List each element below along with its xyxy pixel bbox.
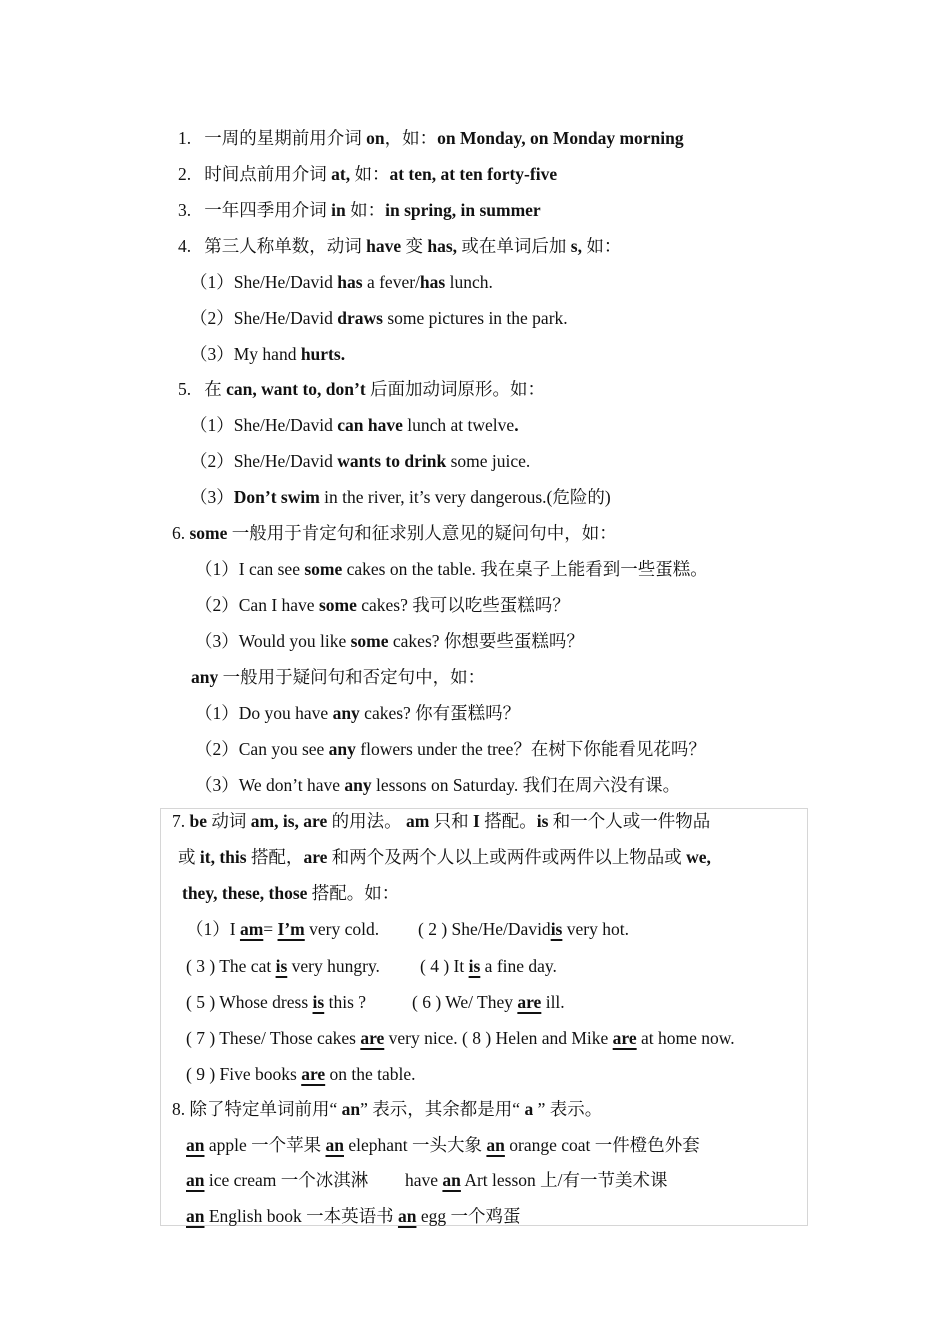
boxed-section [160, 808, 808, 1226]
rule-6-example-1: （1）I can see some cakes on the table. 我在桌子上能看到一些蛋糕。 [195, 559, 708, 579]
rule-7-line-1: 7. be 动词 am, is, are 的用法。 am 只和 I 搭配。is 和一个人或一件物品 [172, 811, 711, 831]
rule-7-line-3: they, these, those 搭配。如： [182, 883, 400, 903]
rule-4-example-3: （3）My hand hurts. [190, 344, 346, 364]
rule-3: 3. 一年四季用介词 in 如：in spring, in summer [178, 200, 541, 220]
rule-8-row-2b: have an Art lesson 上/有一节美术课 [405, 1170, 668, 1190]
rule-7-line-2: 或 it, this 搭配，are 和两个及两个人以上或两件或两件以上物品或 we, [178, 847, 711, 867]
rule-7-row-4: ( 7 ) These/ Those cakes are very nice. ( 8 ) Helen and Mike are at home now. [186, 1028, 735, 1048]
rule-5-example-1: （1）She/He/David can have lunch at twelve. [190, 415, 519, 435]
rule-4: 4. 第三人称单数，动词 have 变 has, 或在单词后加 s, 如： [178, 236, 622, 256]
rule-8-row-3: an English book 一本英语书 an egg 一个鸡蛋 [186, 1206, 521, 1226]
rule-8: 8. 除了特定单词前用“ an” 表示，其余都是用“ a ” 表示。 [172, 1099, 603, 1119]
rule-7-row-1: （1）I am= I’m very cold. [186, 919, 380, 939]
rule-7-row-5: ( 9 ) Five books are on the table. [186, 1064, 416, 1084]
rule-7-row-1b: ( 2 ) She/He/Davidis very hot. [418, 919, 629, 939]
rule-6-example-2: （2）Can I have some cakes? 我可以吃些蛋糕吗？ [195, 595, 570, 615]
rule-8-row-1: an apple 一个苹果 an elephant 一头大象 an orange coat 一件橙色外套 [186, 1135, 700, 1155]
rule-7-row-2: ( 3 ) The cat is very hungry. [186, 956, 380, 976]
rule-6-any: any 一般用于疑问句和否定句中，如： [191, 667, 486, 687]
rule-8-row-2: an ice cream 一个冰淇淋 [186, 1170, 369, 1190]
rule-7-row-3: ( 5 ) Whose dress is this ? [186, 992, 367, 1012]
rule-5-example-3: （3）Don’t swim in the river, it’s very dangerous.(危险的) [190, 487, 611, 507]
rule-5: 5. 在 can, want to, don’t 后面加动词原形。如： [178, 379, 546, 399]
rule-2: 2. 时间点前用介词 at, 如：at ten, at ten forty-five [178, 164, 558, 184]
rule-4-example-1: （1）She/He/David has a fever/has lunch. [190, 272, 493, 292]
rule-1: 1. 一周的星期前用介词 on，如：on Monday, on Monday morning [178, 128, 684, 148]
rule-7-row-2b: ( 4 ) It is a fine day. [420, 956, 557, 976]
rule-6-example-6: （3）We don’t have any lessons on Saturday. 我们在周六没有课。 [195, 775, 681, 795]
rule-6: 6. some 一般用于肯定句和征求别人意见的疑问句中，如： [172, 523, 617, 543]
rule-4-example-2: （2）She/He/David draws some pictures in the park. [190, 308, 568, 328]
rule-7-row-3b: ( 6 ) We/ They are ill. [412, 992, 565, 1012]
rule-6-example-3: （3）Would you like some cakes? 你想要些蛋糕吗？ [195, 631, 584, 651]
rule-5-example-2: （2）She/He/David wants to drink some juice. [190, 451, 531, 471]
rule-6-example-4: （1）Do you have any cakes? 你有蛋糕吗？ [195, 703, 521, 723]
rule-6-example-5: （2）Can you see any flowers under the tree？在树下你能看见花吗？ [195, 739, 706, 759]
